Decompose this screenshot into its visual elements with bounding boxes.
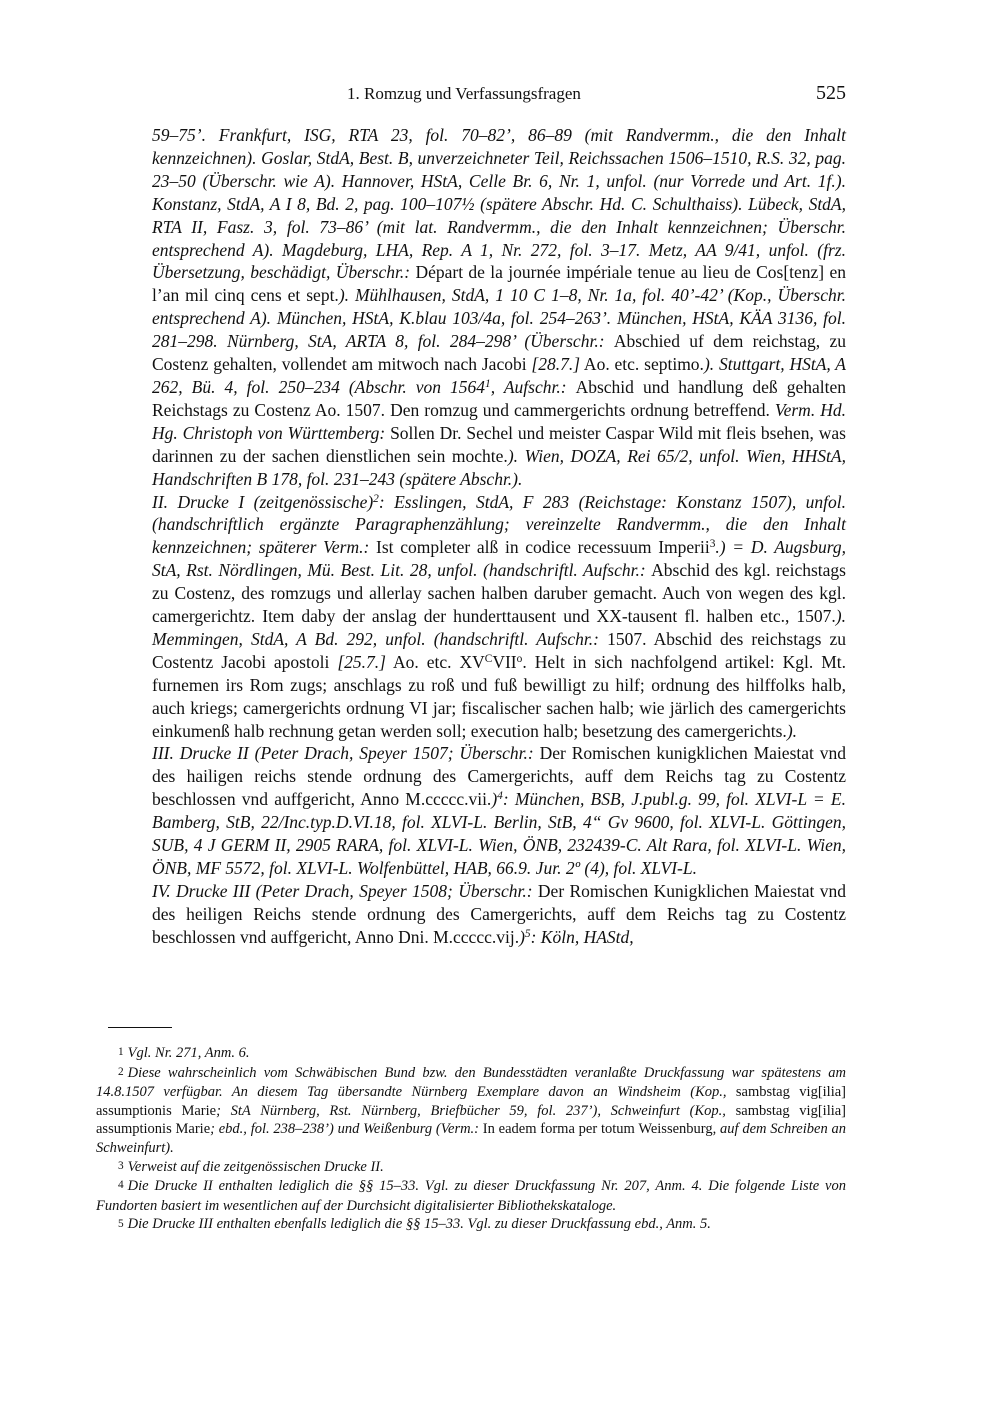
text-run: Ao. etc. XV — [385, 651, 485, 672]
text-run: . Helt in sich nachfolgend artikel: Kgl. Mt. furnemen irs Rom zugs; anschlags zu roß und fuß bewilligt zu hilf; ordnung des hilffolks halb, auch kriegs; camergerichts ordnung VI jar; fiscalischer sachen halb; wie järlich des camergerichts einkumenß halb rechnung getan werden soll; execution halb; besetzung des camergerichts. — [152, 651, 846, 741]
footnote-divider — [108, 1027, 172, 1028]
text-run: Der Romischen kunigklichen Maiestat vnd des hailigen reichs stende ordnung des Camergerichts, auff dem Reichs tag zu Costentz beschlossen vnd auffgericht, Anno M.ccccc.vii. — [152, 743, 846, 810]
italic-run: Verm. Hd. Hg. Christoph von Württemberg: — [152, 399, 846, 443]
footnote-reference: 2 — [373, 492, 379, 505]
text-run: Abschid des kgl. reichstags zu Costenz, des romzugs und allerlay sachen halben daruber gemacht. Auch von wegen des kgl. camergerichtz. Item daby der anslag der hunderttausent und XX-tausent fl. halben etc., 1507. — [152, 560, 846, 627]
running-title: 1. Romzug und Verfassungsfragen — [347, 84, 581, 103]
italic-run: II. Drucke I (zeitgenössische) — [152, 491, 374, 512]
page-number: 525 — [816, 82, 846, 104]
paragraph-sources-continued — [152, 124, 846, 491]
italic-run: Die Drucke II enthalten lediglich die §§ 15–33. Vgl. zu dieser Druckfassung Nr. 207, Anm. 4. Die folgende Liste von Fundorten basiert im wesentlichen auf der Durchsicht digitalisierter Bibliothekskataloge. — [96, 1178, 846, 1214]
italic-run: : München, BSB, J.publ.g. 99, fol. XLVI-L = E. Bamberg, StB, 22/Inc.typ.D.VI.18, fol. XLVI-L. Berlin, StB, 4“ Gv 9600, fol. XLVI-L. Göttingen, SUB, 4 J GERM II, 2905 RARA, fol. XLVI-L. Wien, ÖNB, 232439-C. Alt Rara, fol. XLVI-L. Wien, ÖNB, MF 5572, fol. XLVI-L. Wolfenbüttel, HAB, 66.9. Jur. 2º (4), fol. XLVI-L. — [152, 789, 846, 878]
text-run: Der Romischen Kunigklichen Maiestat vnd des heiligen Reichs stende ordnung des Camergerichts, auff dem Reichs tag zu Costentz beschlossen vnd auffgericht, Anno Dni. M.ccccc.vij. — [152, 880, 846, 947]
italic-run: ). Stuttgart, HStA, A 262, Bü. 4, fol. 250–234 (Abschr. von 1564 — [152, 354, 846, 397]
paragraph-drucke-3 — [152, 880, 846, 949]
italic-run: ; ebd., fol. 238–238’) und Weißenburg (Verm.: — [210, 1121, 483, 1138]
footnote-2 — [96, 1064, 846, 1158]
footnote-number: 2 — [118, 1065, 124, 1078]
italic-run: , Aufschr.: — [490, 376, 576, 397]
footnotes — [96, 1044, 846, 1235]
italic-run: : Köln, HAStd, — [530, 926, 634, 947]
text-run: Abschid und handlung deß gehalten Reichstags zu Costenz Ao. 1507. Den romzug und cammergerichts ordnung betreffend. — [152, 376, 846, 420]
text-run: Ist completer alß in codice recessuum Imperii — [376, 537, 710, 558]
footnote-1 — [96, 1044, 846, 1064]
italic-run: IV. Drucke III (Peter Drach, Speyer 1508; Überschr.: — [152, 880, 538, 901]
footnote-number: 5 — [118, 1217, 124, 1230]
italic-run: ). Mühlhausen, StdA, 1 10 C 1–8, Nr. 1a, fol. 40’-42’ (Kop., Überschr. entsprechend A). München, HStA, K.blau 103/4a, fol. 254–263’. München, HStA, KÄA 3136, fol. 281–298. Nürnberg, StA, ARTA 8, fol. 284–298’ (Überschr.: — [152, 285, 846, 352]
italic-run: 59–75’. Frankfurt, ISG, RTA 23, fol. 70–82’, 86–89 (mit Randvermm., die den Inhalt kennzeichnen). Goslar, StdA, Best. B, unverzeichneter Teil, Reichssachen 1506–1510, R.S. 32, pag. 23–50 (Überschr. wie A). Hannover, HStA, Celle Br. 6, Nr. 1, unfol. (nur Vorrede und Art. 1f.). Konstanz, StdA, A I 8, Bd. 2, pag. 100–107½ (spätere Abschr. Hd. C. Schulthaiss). Lübeck, StdA, RTA II, Fasz. 3, fol. 73–86’ (mit lat. Randvermm., die den Inhalt kennzeichnen; Überschr. entsprechend A). Magdeburg, LHA, Rep. A 1, Nr. 272, fol. 3–17. Metz, AA 9/41, unfol. (frz. Übersetzung, beschädigt, Überschr.: — [152, 125, 846, 283]
footnote-number: 4 — [118, 1179, 124, 1192]
text-run: Ao. etc. septimo. — [580, 354, 704, 375]
footnote-reference: 5 — [524, 927, 531, 940]
italic-run: ) — [519, 926, 525, 947]
footnote-reference: 4 — [497, 790, 503, 803]
italic-run: Die Drucke III enthalten ebenfalls lediglich die §§ 15–33. Vgl. zu dieser Druckfassung ebd., Anm. 5. — [127, 1216, 711, 1233]
footnote-5 — [96, 1215, 846, 1235]
italic-run: [25.7.] — [337, 651, 386, 672]
footnote-reference: o — [516, 652, 523, 665]
footnote-4 — [96, 1177, 846, 1215]
italic-run: ; StA Nürnberg, Rst. Nürnberg, Briefbücher 59, fol. 237’), Schweinfurt (Kop., — [216, 1102, 736, 1119]
text-run: In eadem forma per totum Weissenburg, — [482, 1121, 717, 1138]
italic-run: : Esslingen, StdA, F 283 (Reichstage: Konstanz 1507), unfol. (handschriftlich ergänzte Paragraphenzählung; vereinzelte Randvermm., die den Inhalt kennzeichnen; späterer Verm.: — [152, 491, 846, 558]
paragraph-drucke-1 — [152, 491, 846, 743]
page-header — [152, 82, 846, 108]
text-run: Abschied uf dem reichstag, zu Costenz gehalten, vollendet am mitwoch nach Jacobi — [152, 331, 847, 375]
footnote-number: 3 — [118, 1159, 124, 1172]
text-run: 1507. Abschid des reichstags zu Costentz Jacobi apostoli — [152, 628, 847, 672]
italic-run: Verweist auf die zeitgenössischen Drucke II. — [127, 1158, 384, 1175]
footnote-number: 1 — [118, 1046, 124, 1059]
text-run: sambstag vig[ilia] assumptionis Marie — [96, 1102, 847, 1138]
italic-run: ) — [491, 789, 498, 810]
italic-run: ). Wien, DOZA, Rei 65/2, unfol. Wien, HHStA, Handschriften B 178, fol. 231–243 (spätere Abschr.). — [152, 445, 846, 489]
italic-run: Diese wahrscheinlich vom Schwäbischen Bund bzw. den Bundesstädten veranlaßte Druckfassung war spätestens am 14.8.1507 verfügbar. An diesem Tag übersandte Nürnberg Exemplare davon an Windsheim (Kop., — [96, 1064, 846, 1101]
italic-run: .) = D. Augsburg, StA, Rst. Nördlingen, Mü. Best. Lit. 28, unfol. (handschriftl. Aufschr.: — [152, 537, 846, 581]
italic-run: auf dem Schreiben an Schweinfurt). — [96, 1121, 846, 1156]
text-run: VII — [492, 651, 517, 672]
italic-run: [28.7.] — [531, 354, 581, 375]
footnote-3 — [96, 1158, 846, 1178]
italic-run: ). — [786, 720, 798, 741]
main-text — [152, 124, 846, 949]
footnote-reference: 1 — [485, 377, 491, 390]
text-run: sambstag vig[ilia] assumptionis Marie — [96, 1084, 846, 1119]
text-run: Sollen Dr. Sechel und meister Caspar Wild mit fleis bsehen, was darinnen zu der sachen dienstlichen sein mochte. — [152, 422, 846, 466]
text-run: Départ de la journée impériale tenue au lieu de Cos[tenz] en l’an mil cinq cens et sept. — [152, 262, 846, 306]
italic-run: III. Drucke II (Peter Drach, Speyer 1507; Überschr.: — [152, 743, 540, 764]
footnote-reference: C — [484, 652, 493, 665]
paragraph-drucke-2 — [152, 742, 846, 879]
footnote-reference: 3 — [709, 538, 716, 551]
italic-run: ). Memmingen, StdA, A Bd. 292, unfol. (handschriftl. Aufschr.: — [152, 606, 846, 649]
italic-run: Vgl. Nr. 271, Anm. 6. — [127, 1045, 250, 1061]
